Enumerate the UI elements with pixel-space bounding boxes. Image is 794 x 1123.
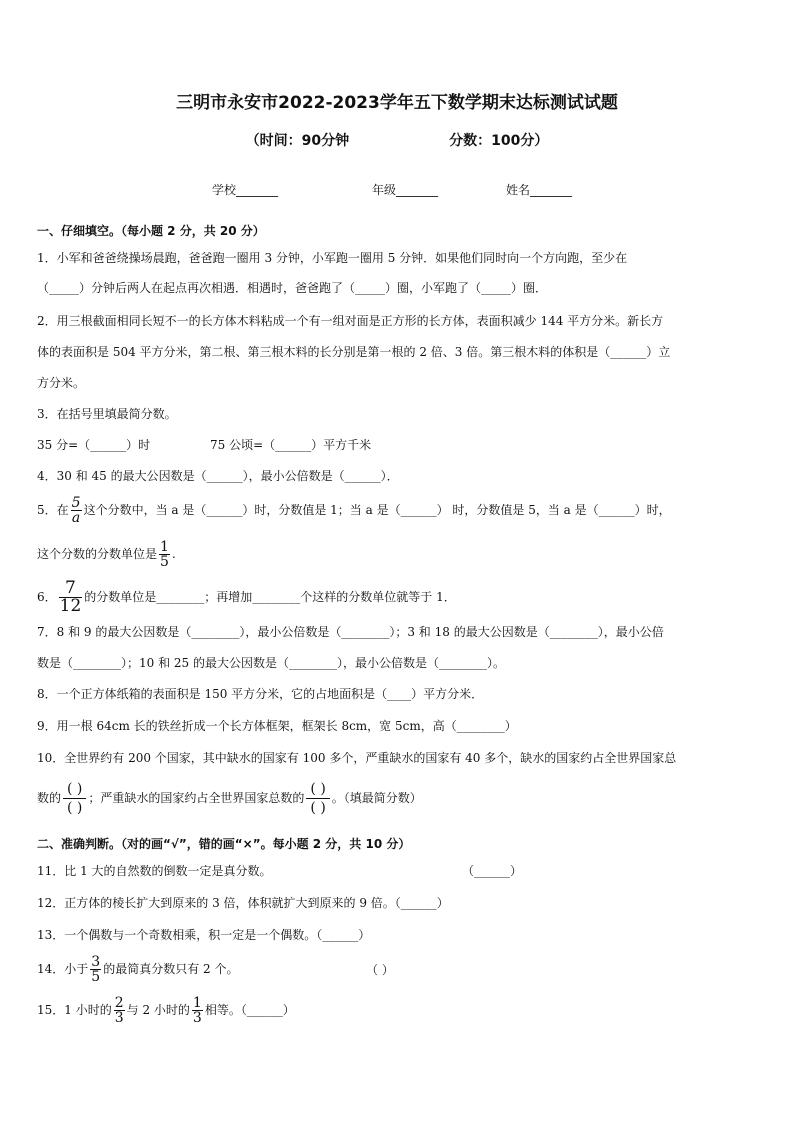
question-3-part-b: 75 公顷=（______）平方千米 — [210, 438, 372, 452]
question-6: 6． $\frac{7}{12}$ 的分数单位是________；再增加________个这样的分数单位就等于 1． — [37, 578, 456, 616]
question-10-line-2: 数的 $\frac{( )}{( )}$ ；严重缺水的国家约占全世界国家总数的 $\frac{( )}{( )}$ 。（填最简分数） — [37, 781, 422, 816]
fraction-7-over-12: $\frac{7}{12}$ — [59, 578, 82, 616]
question-4: 4．30 和 45 的最大公因数是（______），最小公倍数是（______）． — [37, 469, 399, 483]
question-12: 12．正方体的棱长扩大到原来的 3 倍，体积就扩大到原来的 9 倍。（______） — [37, 896, 449, 910]
question-2-line-3: 方分米。 — [37, 376, 86, 390]
question-11-answer-blank[interactable]: （______） — [462, 864, 523, 878]
school-field[interactable]: 学校_______ — [212, 183, 279, 197]
question-11: 11．比 1 大的自然数的倒数一定是真分数。 — [37, 864, 272, 878]
question-3-part-a: 35 分=（______）时 — [37, 438, 151, 452]
fraction-blank-2[interactable]: $\frac{( )}{( )}$ — [306, 780, 329, 817]
question-10-line-1: 10．全世界约有 200 个国家，其中缺水的国家有 100 多个，严重缺水的国家有 40 多个，缺水的国家约占全世界国家总 — [37, 751, 677, 765]
question-9: 9．用一根 64cm 长的铁丝折成一个长方体框架，框架长 8cm，宽 5cm，高（________） — [37, 719, 517, 733]
question-2-line-2: 体的表面积是 504 平方分米，第二根、第三根木料的长分别是第一根的 2 倍、3 倍。第三根木料的体积是（______）立 — [37, 345, 671, 359]
question-14-answer-blank[interactable]: （ ） — [366, 963, 394, 977]
fraction-2-over-3: $\frac{2}{3}$ — [114, 995, 124, 1026]
question-3: 3．在括号里填最简分数。 — [37, 407, 177, 421]
question-15: 15．1 小时的 $\frac{2}{3}$ 与 2 小时的 $\frac{1}{3}$ 相等。（______） — [37, 995, 295, 1026]
question-7-line-2: 数是（________）；10 和 25 的最大公因数是（________），最小公倍数是（________）。 — [37, 656, 505, 670]
name-field[interactable]: 姓名_______ — [506, 183, 573, 197]
fraction-1-over-5: $\frac{1}{5}$ — [160, 539, 169, 570]
question-8: 8．一个正方体纸箱的表面积是 150 平方分米，它的占地面积是（____）平方分米． — [37, 687, 484, 701]
exam-subtitle — [0, 130, 794, 150]
time-label: （时间：90分钟 — [245, 133, 350, 149]
question-5-line-1: 5．在 $\frac{5}{a}$ 这个分数中，当 a 是（______）时，分数值是 1；当 a 是（______） 时，分数值是 5，当 a 是（______）时， — [37, 495, 671, 526]
grade-field[interactable]: 年级_______ — [372, 183, 439, 197]
question-13: 13．一个偶数与一个奇数相乘，积一定是一个偶数。（______） — [37, 928, 371, 942]
section-1-heading: 一、仔细填空。（每小题 2 分，共 20 分） — [37, 224, 265, 238]
question-1-line-2: （_____）分钟后两人在起点再次相遇．相遇时，爸爸跑了（_____）圈，小军跑了（_____）圈． — [37, 281, 548, 295]
question-1-line-1: 1．小军和爸爸绕操场晨跑，爸爸跑一圈用 3 分钟，小军跑一圈用 5 分钟．如果他们同时向一个方向跑，至少在 — [37, 251, 628, 265]
question-14: 14．小于 $\frac{3}{5}$ 的最简真分数只有 2 个。 — [37, 954, 239, 985]
fraction-3-over-5: $\frac{3}{5}$ — [91, 954, 101, 985]
page-title: 三明市永安市2022-2023学年五下数学期末达标测试试题 — [176, 93, 618, 113]
question-5-line-2: 这个分数的分数单位是 $\frac{1}{5}$ . — [37, 539, 176, 570]
fraction-1-over-3: $\frac{1}{3}$ — [192, 995, 202, 1026]
fraction-5-over-a: $\frac{5}{a}$ — [71, 495, 81, 526]
question-2-line-1: 2．用三根截面相同长短不一的长方体木料粘成一个有一组对面是正方形的长方体，表面积减少 144 平方分米。新长方 — [37, 314, 664, 328]
question-7-line-1: 7．8 和 9 的最大公因数是（________），最小公倍数是（________）；3 和 18 的最大公因数是（________），最小公倍 — [37, 625, 664, 639]
section-2-heading: 二、准确判断。（对的画“√”，错的画“×”。每小题 2 分，共 10 分） — [37, 837, 411, 851]
fraction-blank-1[interactable]: $\frac{( )}{( )}$ — [63, 780, 86, 817]
score-label: 分数：100分） — [449, 133, 549, 149]
